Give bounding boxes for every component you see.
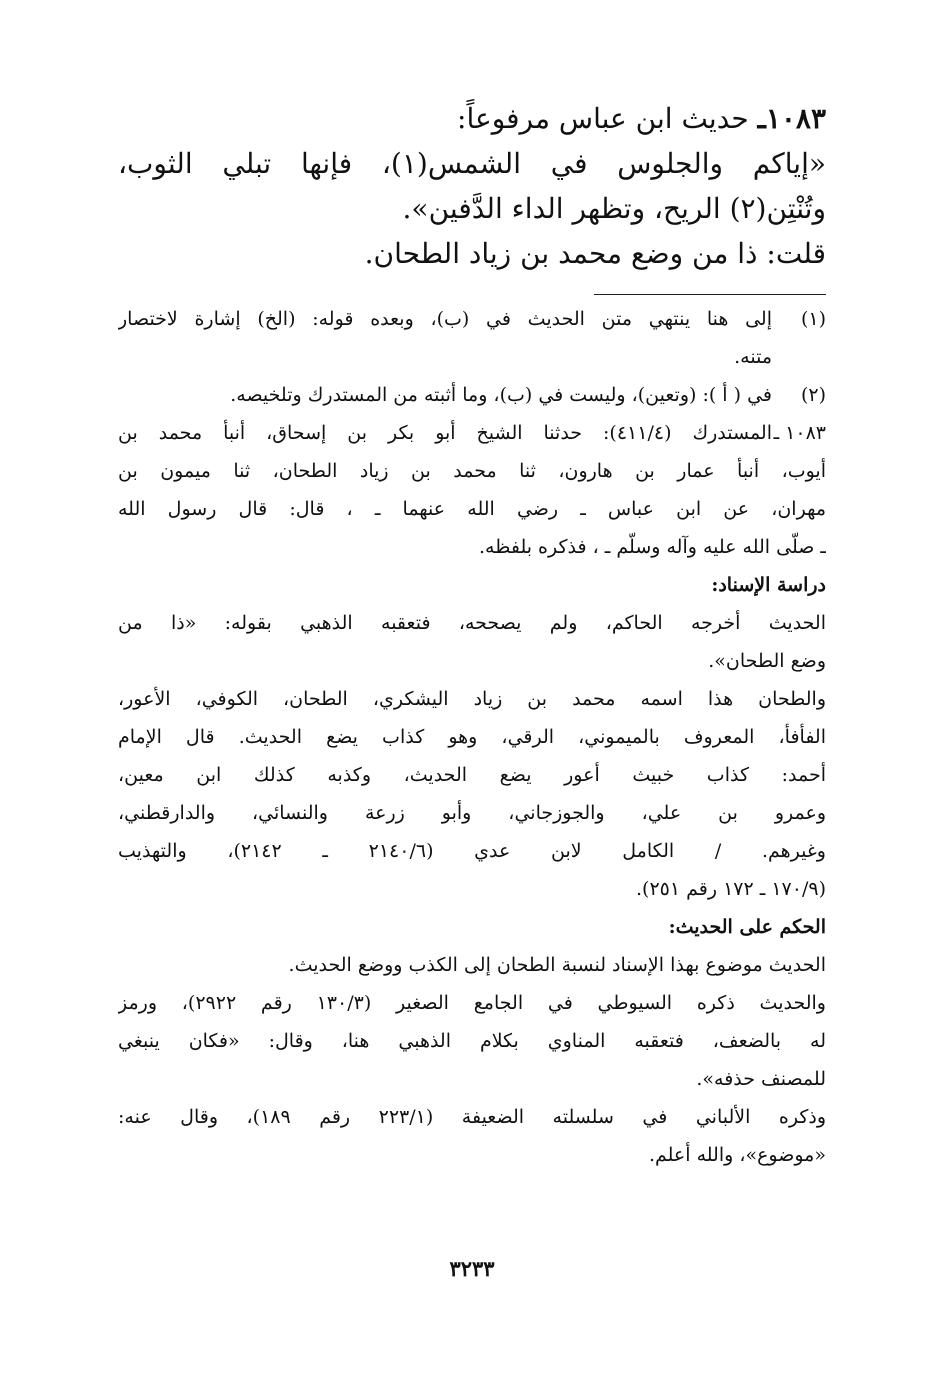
isnad-paragraph-1 (118, 604, 826, 680)
isnad-line: وضع الطحان». (708, 650, 826, 672)
source-line: أيوب، أنبأ عمار بن هارون، ثنا محمد بن زياد الطحان، ثنا ميمون بن (118, 460, 826, 482)
footnote-2 (118, 376, 826, 414)
page-number: ٣٢٣٣ (449, 1256, 495, 1281)
footnote-line: في ( أ ): (وتعين)، وليست في (ب)، وما أثبته من المستدرك وتلخيصه. (230, 384, 772, 406)
footnote-divider (594, 294, 826, 295)
hadith-main-text (118, 96, 826, 276)
isnad-line: (١٧٠/٩ ـ ١٧٢ رقم ٢٥١). (636, 878, 826, 900)
source-number: ١٠٨٣ ـ (773, 422, 826, 444)
ruling-line: «موضوع»، والله أعلم. (648, 1144, 826, 1166)
ruling-line: الحديث موضوع بهذا الإسناد لنسبة الطحان إلى الكذب ووضع الحديث. (288, 954, 826, 976)
isnad-paragraph-2 (118, 680, 826, 908)
footnote-number: (١) (800, 308, 826, 330)
ruling-paragraph-1 (118, 946, 826, 984)
ruling-heading: الحكم على الحديث: (668, 916, 826, 938)
hadith-heading-text: حديث ابن عباس مرفوعاً: (457, 102, 758, 135)
hadith-text-line-2: وتُنْتِن(٢) الريح، وتظهر الداء الدَّفين». (402, 192, 826, 225)
footnote-text (118, 300, 772, 376)
ruling-line: وذكره الألباني في سلسلته الضعيفة (٢٢٣/١ رقم ١٨٩)، وقال عنه: (118, 1106, 826, 1128)
ruling-line: له بالضعف، فتعقبه المناوي بكلام الذهبي هنا، وقال: «فكان ينبغي (118, 1030, 826, 1052)
hadith-text-line-1: «إياكم والجلوس في الشمس(١)، فإنها تبلي الثوب، (118, 147, 826, 180)
footnote-line: إلى هنا ينتهي متن الحديث في (ب)، وبعده قوله: (الخ) إشارة لاختصار (118, 308, 772, 330)
ruling-paragraph-3 (118, 1098, 826, 1174)
isnad-line: الحديث أخرجه الحاكم، ولم يصححه، فتعقبه الذهبي بقوله: «ذا من (118, 612, 826, 634)
source-line: المستدرك (٤١١/٤): حدثنا الشيخ أبو بكر بن إسحاق، أنبأ محمد بن (118, 422, 772, 444)
hadith-number: ١٠٨٣ـ (757, 102, 826, 135)
footnote-line: متنه. (734, 346, 772, 368)
source-reference (118, 414, 826, 452)
isnad-line: الفأفأ، المعروف بالميموني، الرقي، وهو كذاب يضع الحديث. قال الإمام (118, 726, 826, 748)
source-line: مهران، عن ابن عباس ـ رضي الله عنهما ـ ، قال: قال رسول الله (118, 498, 826, 520)
hadith-heading (118, 96, 826, 141)
ruling-paragraph-2 (118, 984, 826, 1098)
hadith-comment: قلت: ذا من وضع محمد بن زياد الطحان. (364, 237, 826, 270)
footnote-text (118, 376, 772, 414)
isnad-line: أحمد: كذاب خبيث أعور يضع الحديث، وكذبه كذلك ابن معين، (118, 764, 826, 786)
footnote-1 (118, 300, 826, 376)
source-continuation (118, 452, 826, 566)
isnad-line: وغيرهم. / الكامل لابن عدي (٢١٤٠/٦ ـ ٢١٤٢)، والتهذيب (118, 840, 826, 862)
isnad-line: وعمرو بن علي، والجوزجاني، وأبو زرعة والنسائي، والدارقطني، (118, 802, 826, 824)
footnote-number: (٢) (800, 384, 826, 406)
ruling-line: والحديث ذكره السيوطي في الجامع الصغير (١٣٠/٣ رقم ٢٩٢٢)، ورمز (118, 992, 826, 1014)
source-line: ـ صلّى الله عليه وآله وسلّم ـ ، فذكره بلفظه. (479, 536, 826, 558)
footnotes-area (118, 300, 826, 1174)
ruling-line: للمصنف حذفه». (696, 1068, 826, 1090)
isnad-heading: دراسة الإسناد: (711, 574, 826, 596)
source-text (118, 414, 772, 452)
book-page (118, 96, 826, 1316)
isnad-line: والطحان هذا اسمه محمد بن زياد اليشكري، الطحان، الكوفي، الأعور، (118, 688, 826, 710)
